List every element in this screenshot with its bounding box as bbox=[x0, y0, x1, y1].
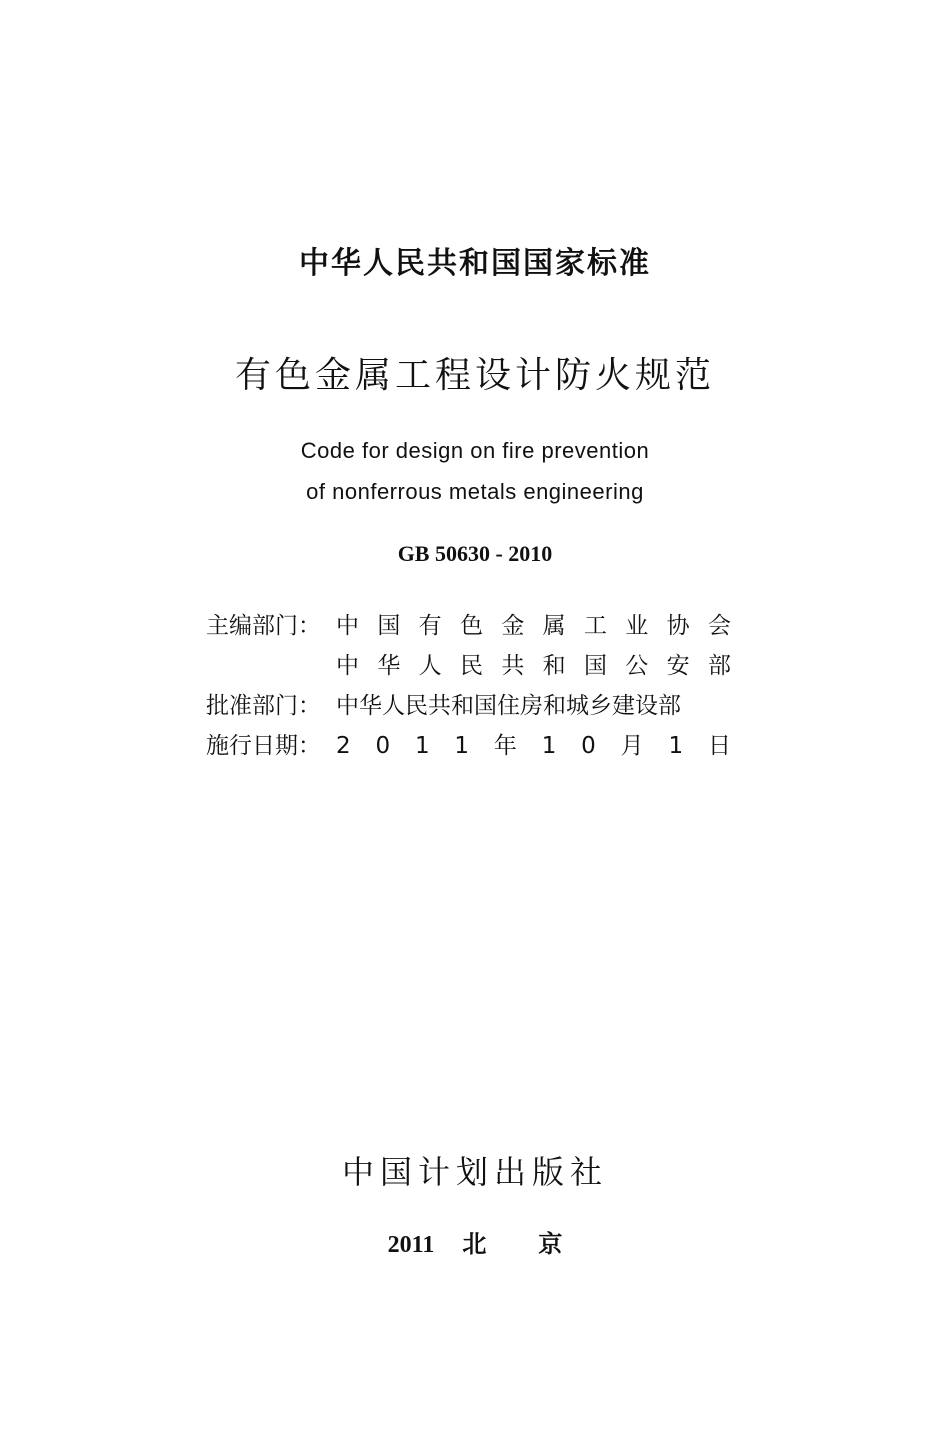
approver-text: 中华人民共和国住房和城乡建设部 bbox=[336, 693, 681, 719]
approver-value bbox=[336, 690, 731, 722]
date-char: 日 bbox=[707, 733, 731, 759]
chinese-title: 有色金属工程设计防火规范 bbox=[234, 355, 715, 396]
editor-char: 和 bbox=[542, 653, 566, 679]
date-char: 1 bbox=[668, 733, 684, 759]
editor-char: 协 bbox=[666, 613, 690, 639]
standard-number: GB 50630 - 2010 bbox=[397, 541, 553, 566]
editor-value-1 bbox=[336, 610, 731, 642]
date-char: 0 bbox=[581, 733, 596, 759]
editor-value-2 bbox=[336, 650, 731, 682]
publication-line bbox=[0, 1224, 950, 1259]
approver-row bbox=[206, 690, 681, 722]
effective-date-value bbox=[336, 730, 731, 762]
english-title-line-2: of nonferrous metals engineering bbox=[306, 479, 644, 504]
editor-char: 色 bbox=[459, 613, 483, 639]
editor-char: 中 bbox=[336, 613, 359, 639]
editor-char: 会 bbox=[707, 613, 731, 639]
editor-char: 民 bbox=[459, 653, 483, 679]
editor-char: 属 bbox=[542, 613, 566, 639]
editor-char: 安 bbox=[666, 653, 690, 679]
date-char: 0 bbox=[375, 733, 391, 759]
effective-date-label: 施行日期： bbox=[206, 733, 321, 759]
standard-type-heading: 中华人民共和国国家标准 bbox=[299, 246, 651, 281]
publication-year: 2011 bbox=[387, 1232, 435, 1258]
editor-char: 公 bbox=[625, 653, 649, 679]
english-title bbox=[0, 430, 950, 512]
editor-char: 华 bbox=[377, 653, 401, 679]
date-char: 1 bbox=[454, 733, 470, 759]
publication-city: 北京 bbox=[462, 1232, 615, 1258]
date-char: 1 bbox=[541, 733, 557, 759]
date-char: 2 bbox=[336, 733, 351, 759]
date-char: 月 bbox=[620, 733, 644, 759]
editor-char: 中 bbox=[336, 653, 359, 679]
editor-char: 国 bbox=[583, 653, 607, 679]
publisher-name: 中国计划出版社 bbox=[341, 1153, 608, 1191]
date-char: 年 bbox=[493, 733, 517, 759]
editor-char: 有 bbox=[418, 613, 442, 639]
editor-char: 人 bbox=[418, 653, 442, 679]
editor-char: 国 bbox=[377, 613, 401, 639]
editor-char: 业 bbox=[625, 613, 649, 639]
english-title-line-1: Code for design on fire prevention bbox=[300, 438, 650, 463]
editor-row-2 bbox=[206, 650, 731, 682]
approver-label: 批准部门： bbox=[206, 693, 321, 719]
editor-char: 共 bbox=[501, 653, 525, 679]
editor-row bbox=[206, 610, 731, 642]
editor-label: 主编部门： bbox=[206, 613, 321, 639]
date-char: 1 bbox=[414, 733, 430, 759]
effective-date-row bbox=[206, 730, 731, 762]
editor-char: 部 bbox=[707, 653, 731, 679]
editor-char: 工 bbox=[583, 613, 607, 639]
editor-char: 金 bbox=[501, 613, 525, 639]
